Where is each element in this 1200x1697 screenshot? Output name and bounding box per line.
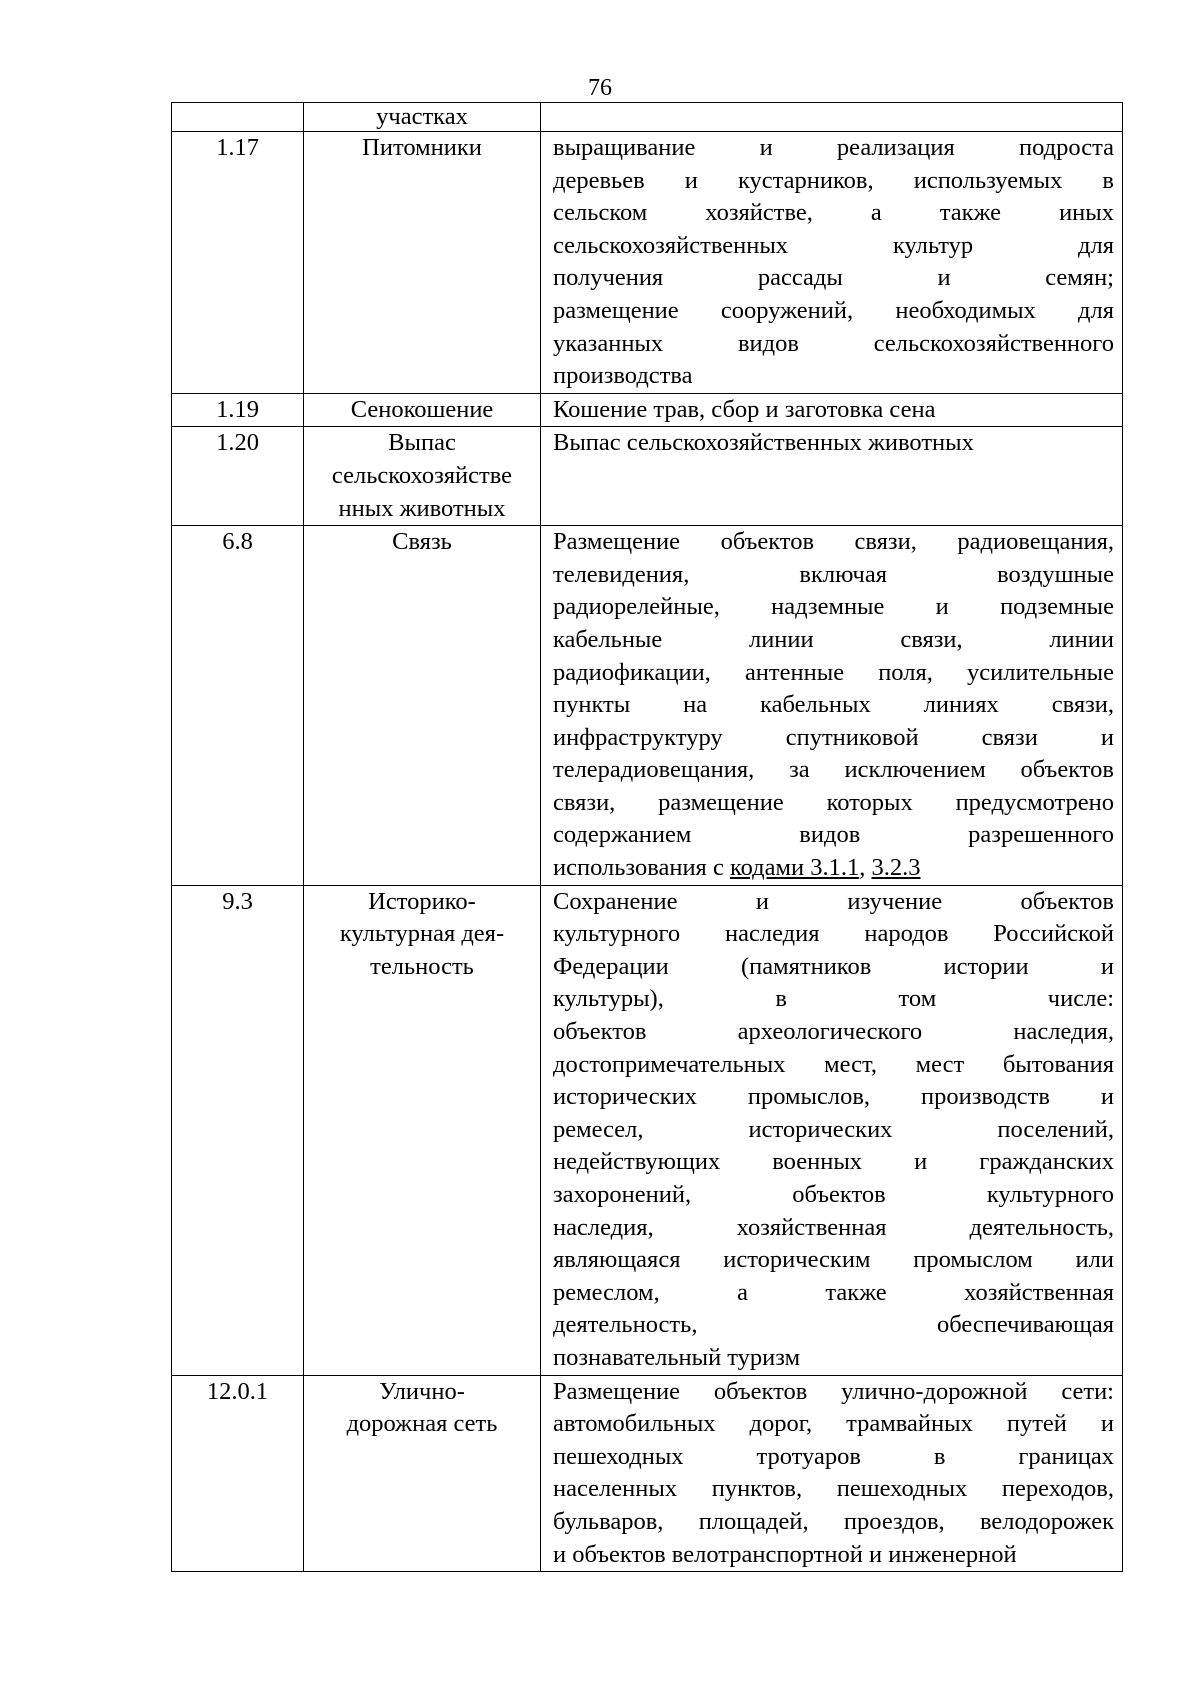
- description-line: деятельность, обеспечивающая: [553, 1311, 1114, 1339]
- cell-description: [541, 1375, 1123, 1572]
- name-line: Питомники: [362, 134, 482, 161]
- description-line: Федерации (памятников истории и: [553, 952, 1114, 980]
- code-text: 1.17: [216, 134, 259, 161]
- cell-description: [541, 103, 1123, 132]
- cell-name: [304, 132, 541, 394]
- description-line: выращивание и реализация подроста: [553, 134, 1114, 161]
- table-row: [172, 526, 1123, 886]
- name-line: тельность: [370, 952, 474, 980]
- table-row: [172, 393, 1123, 427]
- cell-code: [172, 393, 304, 427]
- cell-description: [541, 885, 1123, 1375]
- description-line: являющаяся историческим промыслом или: [553, 1246, 1114, 1274]
- code-text: 6.8: [222, 528, 253, 556]
- page-number: 76: [588, 75, 612, 101]
- cell-description: [541, 427, 1123, 526]
- description-line: содержанием видов разрешенного: [553, 821, 1114, 849]
- name-line: Историко-: [368, 887, 476, 915]
- cell-code: [172, 526, 304, 886]
- description-line: Сохранение и изучение объектов: [553, 887, 1114, 915]
- description-line: наследия, хозяйственная деятельность,: [553, 1213, 1114, 1241]
- code-link-3-2-3[interactable]: 3.2.3: [871, 854, 921, 882]
- description-line: достопримечательных мест, мест бытования: [553, 1050, 1114, 1078]
- description-line: радиофикации, антенные поля, усилительные: [553, 658, 1114, 686]
- cell-description: [541, 132, 1123, 394]
- description-line: Выпас сельскохозяйственных животных: [553, 429, 974, 457]
- description-line: познавательный туризм: [553, 1343, 801, 1371]
- table-row: [172, 885, 1123, 1375]
- code-text: 9.3: [222, 887, 253, 915]
- description-line: населенных пунктов, пешеходных переходов,: [553, 1475, 1114, 1503]
- cell-name: [304, 103, 541, 132]
- description-line: Кошение трав, сбор и заготовка сена: [553, 395, 936, 423]
- description-line: сельском хозяйстве, а также иных: [553, 199, 1114, 227]
- cell-description: [541, 526, 1123, 886]
- description-line: культуры), в том числе:: [553, 985, 1114, 1013]
- cell-name: [304, 1375, 541, 1572]
- cell-description: [541, 393, 1123, 427]
- name-line: дорожная сеть: [346, 1410, 498, 1438]
- description-line: получения рассады и семян;: [553, 264, 1114, 292]
- cell-name: [304, 526, 541, 886]
- description-line: ремесел, исторических поселений,: [553, 1115, 1114, 1143]
- description-line: кабельные линии связи, линии: [553, 625, 1114, 653]
- name-line: нных животных: [338, 494, 506, 522]
- table-row: [172, 132, 1123, 394]
- name-line: культурная дея-: [339, 920, 505, 948]
- description-line: пешеходных тротуаров в границах: [553, 1442, 1114, 1470]
- code-text: 1.19: [216, 395, 259, 423]
- name-line: участках: [376, 103, 468, 130]
- description-line: пункты на кабельных линиях связи,: [553, 691, 1114, 719]
- description-text: использования с: [553, 854, 730, 882]
- description-line: Размещение объектов связи, радиовещания,: [553, 528, 1114, 556]
- code-text: 1.20: [216, 429, 259, 457]
- description-line: объектов археологического наследия,: [553, 1018, 1114, 1046]
- description-line: недействующих военных и гражданских: [553, 1148, 1114, 1176]
- code-text: 12.0.1: [206, 1377, 269, 1405]
- description-line: бульваров, площадей, проездов, велодорожек: [553, 1507, 1114, 1535]
- description-line: указанных видов сельскохозяйственного: [553, 329, 1114, 357]
- cell-code: [172, 885, 304, 1375]
- cell-name: [304, 393, 541, 427]
- land-use-table: [171, 102, 1123, 1572]
- description-line: связи, размещение которых предусмотрено: [553, 788, 1114, 816]
- name-line: Выпас: [388, 429, 456, 457]
- name-line: Сенокошение: [350, 395, 494, 423]
- table-row: [172, 1375, 1123, 1572]
- cell-name: [304, 427, 541, 526]
- description-line: автомобильных дорог, трамвайных путей и: [553, 1410, 1114, 1438]
- description-line: телевидения, включая воздушные: [553, 560, 1114, 588]
- cell-code: [172, 427, 304, 526]
- description-line: радиорелейные, надземные и подземные: [553, 593, 1114, 621]
- description-line: размещение сооружений, необходимых для: [553, 296, 1114, 324]
- table-row-continuation: [172, 103, 1123, 132]
- description-line: исторических промыслов, производств и: [553, 1083, 1114, 1111]
- description-line: культурного наследия народов Российской: [553, 920, 1114, 948]
- name-line: сельскохозяйстве: [331, 461, 513, 489]
- description-line: сельскохозяйственных культур для: [553, 231, 1114, 259]
- cell-code: [172, 1375, 304, 1572]
- description-line: [553, 852, 1114, 885]
- description-line: инфраструктуру спутниковой связи и: [553, 723, 1114, 751]
- description-line: деревьев и кустарников, используемых в: [553, 166, 1114, 194]
- table-row: [172, 427, 1123, 526]
- description-line: захоронений, объектов культурного: [553, 1181, 1114, 1208]
- description-line: ремеслом, а также хозяйственная: [553, 1278, 1114, 1306]
- cell-code: [172, 103, 304, 132]
- name-line: Связь: [392, 528, 452, 556]
- description-line: производства: [553, 362, 693, 390]
- description-line: телерадиовещания, за исключением объектов: [553, 756, 1114, 784]
- description-line: Размещение объектов улично-дорожной сети:: [553, 1377, 1114, 1405]
- code-link-3-1-1[interactable]: кодами 3.1.1: [729, 854, 860, 882]
- description-line: и объектов велотранспортной и инженерной: [553, 1540, 1017, 1568]
- name-line: Улично-: [379, 1377, 465, 1405]
- cell-name: [304, 885, 541, 1375]
- table-body: [172, 103, 1123, 1572]
- cell-code: [172, 132, 304, 394]
- link-separator: ,: [859, 854, 872, 882]
